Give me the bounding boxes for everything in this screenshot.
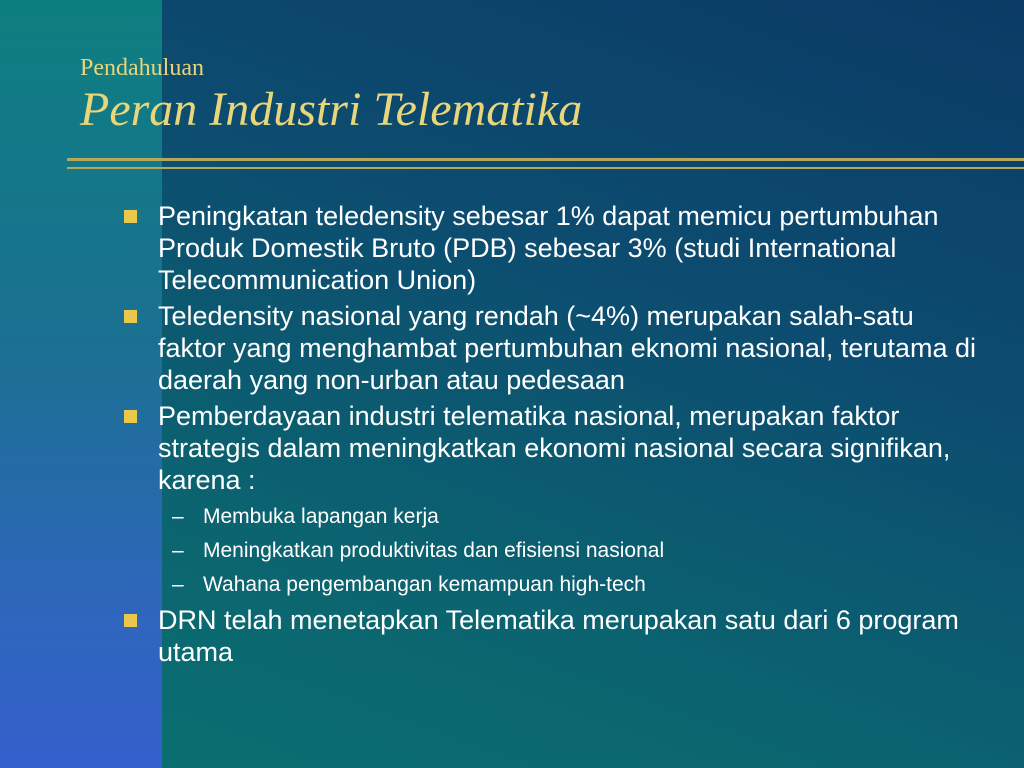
- square-bullet-icon: [124, 210, 137, 223]
- bullet-text: DRN telah menetapkan Telematika merupakan satu dari 6 program utama: [158, 605, 959, 667]
- bullet-item: [120, 300, 980, 396]
- bullet-list: [120, 200, 980, 672]
- bullet-text: Teledensity nasional yang rendah (~4%) merupakan salah-satu faktor yang menghambat pertumbuhan eknomi nasional, terutama di daerah yang non-urban atau pedesaan: [158, 301, 976, 395]
- sub-bullet-list: [120, 500, 980, 602]
- square-bullet-icon: [124, 614, 137, 627]
- bullet-item: [120, 400, 980, 496]
- square-bullet-icon: [124, 310, 137, 323]
- slide-subtitle: Pendahuluan: [80, 55, 204, 81]
- title-divider-line: [67, 158, 1024, 161]
- dash-marker: –: [172, 505, 184, 528]
- sub-bullet-text: Wahana pengembangan kemampuan high-tech: [203, 573, 646, 596]
- dash-marker: –: [172, 573, 184, 596]
- dash-marker: –: [172, 539, 184, 562]
- bullet-text: Peningkatan teledensity sebesar 1% dapat memicu pertumbuhan Produk Domestik Bruto (PDB) sebesar 3% (studi International Telecommunication Union): [158, 201, 939, 295]
- sub-bullet-text: Meningkatkan produktivitas dan efisiensi nasional: [203, 539, 665, 562]
- sub-bullet-text: Membuka lapangan kerja: [203, 505, 439, 528]
- title-divider-line-secondary: [67, 167, 1024, 169]
- sub-bullet-item: [120, 568, 980, 602]
- bullet-item: [120, 200, 980, 296]
- bullet-item: [120, 604, 980, 668]
- slide-title: Peran Industri Telematika: [80, 83, 583, 136]
- sub-bullet-item: [120, 500, 980, 534]
- square-bullet-icon: [124, 410, 137, 423]
- sub-bullet-item: [120, 534, 980, 568]
- bullet-text: Pemberdayaan industri telematika nasional, merupakan faktor strategis dalam meningkatkan ekonomi nasional secara signifikan, karena :: [158, 401, 951, 495]
